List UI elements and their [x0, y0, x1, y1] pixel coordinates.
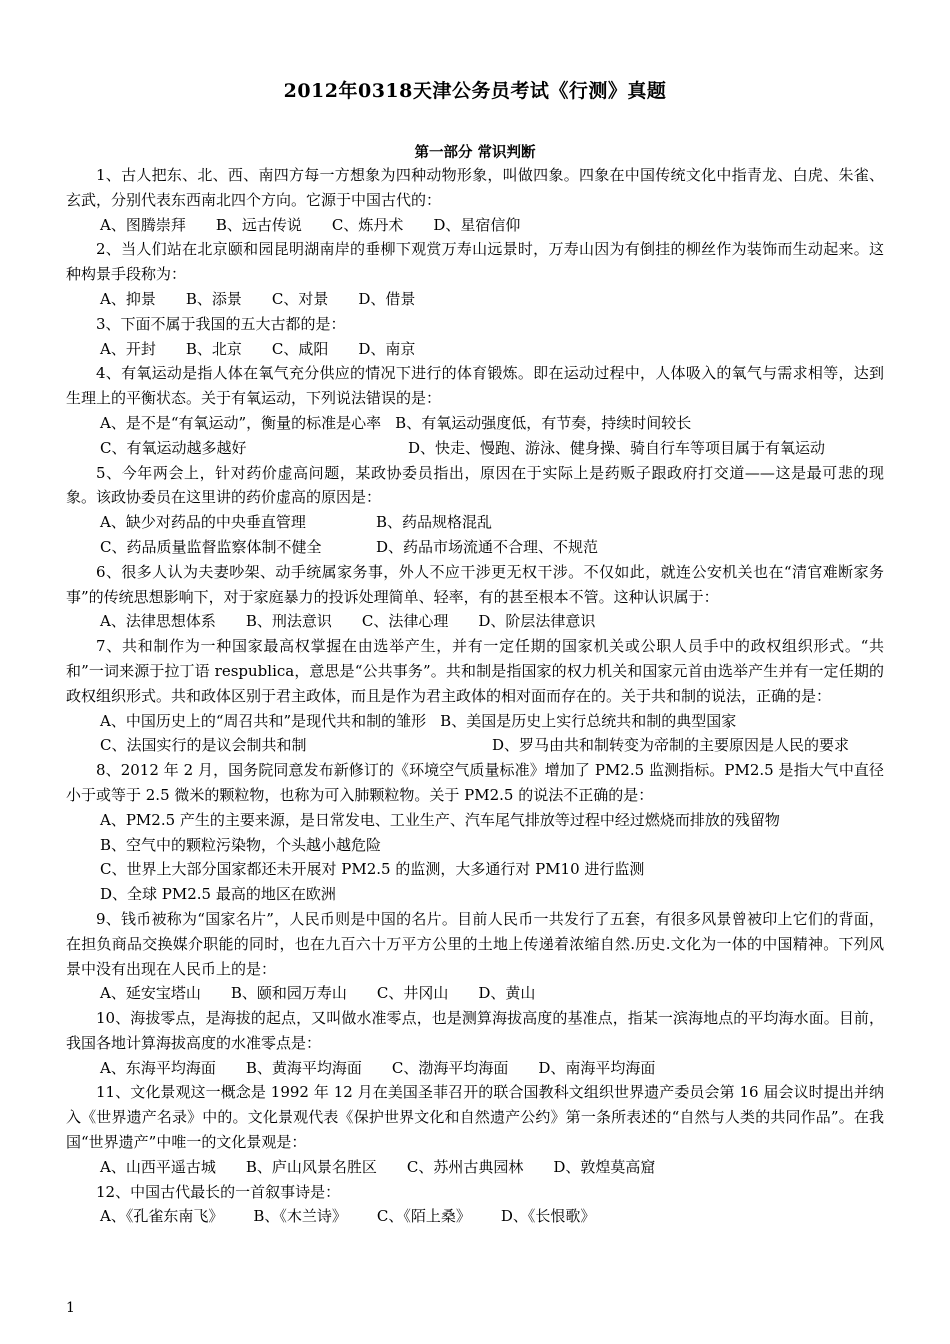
question-stem: 1、古人把东、北、西、南四方每一方想象为四种动物形象，叫做四象。四象在中国传统文化中指青龙、白虎、朱雀、玄武，分别代表东西南北四个方向。它源于中国古代的： — [66, 166, 884, 209]
option-a: A、图腾崇拜 — [100, 215, 186, 234]
option-c: C、有氧运动越多越好 — [100, 438, 247, 457]
option-a: A、延安宝塔山 — [100, 984, 201, 1003]
option-b: B、添景 — [185, 289, 242, 308]
option-row — [66, 609, 884, 634]
option-row — [66, 535, 884, 560]
option-row — [66, 411, 884, 436]
option-a: A、法律思想体系 — [100, 612, 216, 631]
option-c: C、渤海平均海面 — [391, 1058, 509, 1077]
option-row — [66, 733, 884, 758]
option-d: D、南海平均海面 — [538, 1058, 656, 1077]
question-8 — [66, 758, 884, 907]
question-stem: 3、下面不属于我国的五大古都的是： — [96, 314, 346, 333]
option-c: C、咸阳 — [271, 339, 329, 358]
option-c: C、井冈山 — [376, 984, 449, 1003]
page-title: 2012年0318天津公务员考试《行测》真题 — [283, 80, 667, 102]
option-d: D、罗马由共和制转变为帝制的主要原因是人民的要求 — [492, 736, 850, 755]
option-row — [66, 337, 884, 362]
option-row — [66, 1056, 884, 1081]
option-b: B、有氧运动强度低，有节奏，持续时间较长 — [395, 413, 692, 432]
option-row — [66, 1204, 884, 1229]
option-a: A、是不是“有氧运动”，衡量的标准是心率 — [100, 413, 382, 432]
option-b: B、刑法意识 — [245, 612, 332, 631]
option-a: A、PM2.5 产生的主要来源，是日常发电、工业生产、汽车尾气排放等过程中经过燃烧而排放的残留物 — [100, 810, 780, 829]
question-11 — [66, 1080, 884, 1179]
option-row — [66, 808, 884, 833]
question-2 — [66, 237, 884, 311]
option-d: D、敦煌莫高窟 — [553, 1157, 656, 1176]
option-c: C、药品质量监督监察体制不健全 — [100, 537, 322, 556]
option-c: C、法国实行的是议会制共和制 — [100, 736, 307, 755]
option-a: A、《孔雀东南飞》 — [100, 1207, 224, 1226]
option-a: A、抑景 — [100, 289, 156, 308]
option-d: D、《长恨歌》 — [500, 1207, 596, 1226]
option-b: B、美国是历史上实行总统共和制的典型国家 — [440, 711, 737, 730]
question-stem: 11、文化景观这一概念是 1992 年 12 月在美国圣菲召开的联合国教科文组织世界遗产委员会第 16 届会议时提出并纳入《世界遗产名录》中的。文化景观代表《保护世界文化和自然遗产公约》第一条所表述的“自然与人类的共同作品”。在我国“世界遗产”中唯一的文化景观是： — [66, 1083, 884, 1152]
option-b: B、空气中的颗粒污染物，个头越小越危险 — [100, 835, 382, 854]
option-b: B、《木兰诗》 — [253, 1207, 347, 1226]
option-c: C、《陌上桑》 — [376, 1207, 471, 1226]
option-d: D、阶层法律意识 — [478, 612, 596, 631]
option-c: C、对景 — [271, 289, 329, 308]
option-d: D、药品市场流通不合理、不规范 — [376, 537, 599, 556]
option-b: B、庐山风景名胜区 — [245, 1157, 377, 1176]
question-4 — [66, 361, 884, 460]
option-row — [66, 510, 884, 535]
option-row — [66, 436, 884, 461]
question-stem: 4、有氧运动是指人体在氧气充分供应的情况下进行的体育锻炼。即在运动过程中，人体吸入的氧气与需求相等，达到生理上的平衡状态。关于有氧运动，下列说法错误的是： — [66, 364, 884, 408]
question-10 — [66, 1006, 884, 1080]
option-d: D、黄山 — [478, 984, 536, 1003]
option-a: A、山西平遥古城 — [100, 1157, 216, 1176]
option-b: B、药品规格混乱 — [376, 513, 493, 532]
question-9 — [66, 907, 884, 1006]
option-d: D、全球 PM2.5 最高的地区在欧洲 — [100, 885, 336, 904]
question-stem: 8、2012 年 2 月，国务院同意发布新修订的《环境空气质量标准》增加了 PM2.5 监测指标。PM2.5 是指大气中直径小于或等于 2.5 微米的颗粒物，也称为可入肺颗粒物。关于 PM2.5 的说法不正确的是： — [66, 761, 884, 804]
option-a: A、东海平均海面 — [100, 1058, 216, 1077]
question-1 — [66, 163, 884, 237]
question-5 — [66, 461, 884, 560]
option-row — [66, 833, 884, 858]
question-stem: 5、今年两会上，针对药价虚高问题，某政协委员指出，原因在于实际上是药贩子跟政府打交道——这是最可悲的现象。该政协委员在这里讲的药价虚高的原因是： — [66, 463, 884, 507]
option-row — [66, 857, 884, 882]
question-12 — [66, 1180, 884, 1230]
option-b: B、北京 — [185, 339, 242, 358]
option-row — [66, 1155, 884, 1180]
option-d: D、借景 — [358, 289, 416, 308]
page-number: 1 — [66, 1300, 75, 1316]
option-b: B、颐和园万寿山 — [230, 984, 347, 1003]
option-b: B、黄海平均海面 — [245, 1058, 362, 1077]
question-stem: 10、海拔零点，是海拔的起点，又叫做水准零点，也是测算海拔高度的基准点，指某一滨海地点的平均海水面。目前，我国各地计算海拔高度的水准零点是： — [66, 1009, 884, 1052]
option-row — [66, 882, 884, 907]
question-3 — [66, 312, 884, 362]
option-c: C、苏州古典园林 — [406, 1157, 524, 1176]
option-row — [66, 213, 884, 238]
option-row — [66, 287, 884, 312]
question-stem: 6、很多人认为夫妻吵架、动手统属家务事，外人不应干涉更无权干涉。不仅如此，就连公安机关也在“清官难断家务事”的传统思想影响下，对于家庭暴力的投诉处理简单、轻率，有的甚至根本不管。这种认识属于： — [66, 562, 884, 606]
option-a: A、缺少对药品的中央垂直管理 — [100, 513, 306, 532]
question-list — [66, 163, 884, 1229]
option-row — [66, 709, 884, 734]
option-d: D、快走、慢跑、游泳、健身操、骑自行车等项目属于有氧运动 — [408, 438, 826, 457]
option-a: A、开封 — [100, 339, 156, 358]
question-6 — [66, 560, 884, 634]
option-b: B、远古传说 — [215, 215, 302, 234]
option-row — [66, 981, 884, 1006]
option-a: A、中国历史上的“周召共和”是现代共和制的雏形 — [100, 711, 427, 730]
question-7 — [66, 634, 884, 758]
option-d: D、南京 — [358, 339, 416, 358]
question-stem: 2、当人们站在北京颐和园昆明湖南岸的垂柳下观赏万寿山远景时，万寿山因为有倒挂的柳丝作为装饰而生动起来。这种构景手段称为： — [66, 240, 884, 284]
question-stem: 9、钱币被称为“国家名片”，人民币则是中国的名片。目前人民币一共发行了五套，有很多风景曾被印上它们的背面，在担负商品交换媒介职能的同时，也在九百六十万平方公里的土地上传递着浓缩自然.历史.文化为一体的中国精神。下列风景中没有出现在人民币上的是： — [66, 909, 884, 978]
question-stem: 12、中国古代最长的一首叙事诗是： — [96, 1182, 341, 1201]
option-c: C、炼丹术 — [331, 215, 404, 234]
option-c: C、法律心理 — [361, 612, 449, 631]
option-c: C、世界上大部分国家都还未开展对 PM2.5 的监测，大多通行对 PM10 进行监测 — [100, 860, 645, 879]
section-heading: 第一部分 常识判断 — [414, 144, 536, 161]
option-d: D、星宿信仰 — [433, 215, 521, 234]
question-stem: 7、共和制作为一种国家最高权掌握在由选举产生，并有一定任期的国家机关或公职人员手中的政权组织形式。“共和”一词来源于拉丁语 respublica，意思是“公共事务”。共和制是指国家的权力机关和国家元首由选举产生并有一定任期的政权组织形式。共和政体区别于君主政体，而且是作为君主政体的相对面而存在的。关于共和制的说法，正确的是： — [66, 637, 884, 705]
